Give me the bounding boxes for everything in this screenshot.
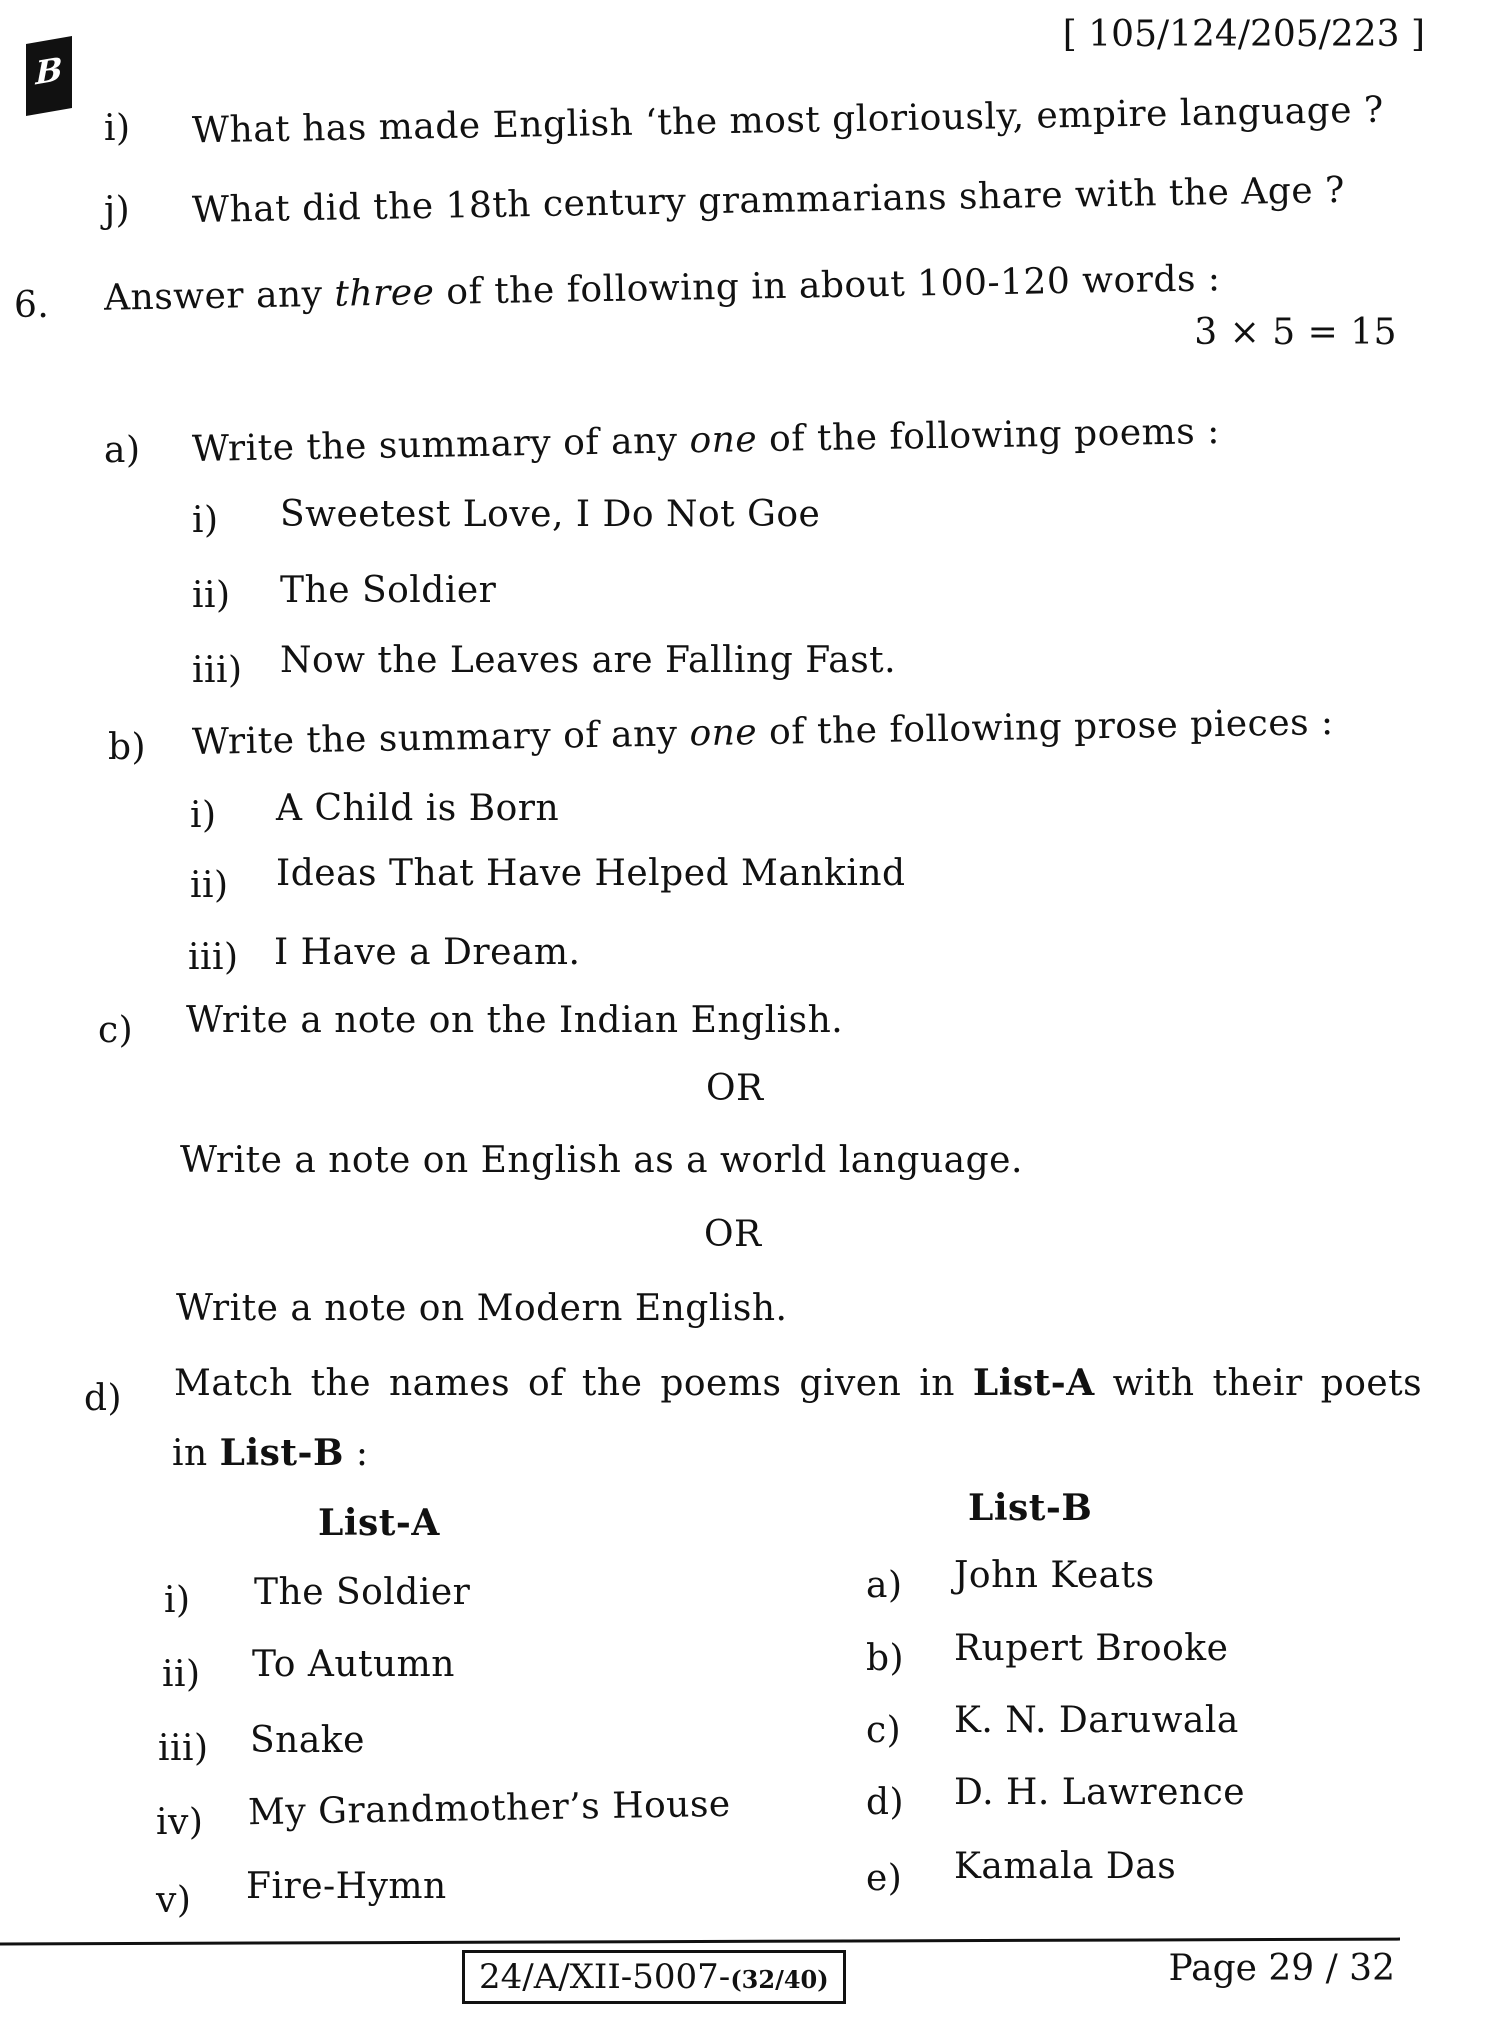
option-num: iii) (192, 650, 243, 691)
page-number: Page 29 / 32 (1168, 1948, 1395, 1989)
list-a-item: The Soldier (254, 1572, 471, 1613)
list-b-num: a) (866, 1565, 903, 1606)
sub-label: d) (84, 1378, 123, 1419)
list-b-item: John Keats (954, 1555, 1155, 1596)
list-b-item: K. N. Daruwala (954, 1700, 1239, 1741)
sub-label: b) (108, 727, 147, 768)
list-a-num: i) (164, 1580, 191, 1621)
sub-label: a) (104, 430, 141, 471)
sub-label: c) (98, 1010, 134, 1051)
footer-code: 24/A/XII-5007-(32/40) (462, 1950, 846, 2004)
option-num: iii) (188, 937, 239, 978)
list-b-item: Kamala Das (954, 1846, 1177, 1887)
question-text: What has made English ‘the most gloriously, empire language ? (191, 89, 1385, 152)
list-a-item: My Grandmother’s House (247, 1783, 732, 1834)
list-a-num: ii) (162, 1654, 201, 1695)
question-text: What did the 18th century grammarians share with the Age ? (191, 169, 1346, 232)
list-a-item: To Autumn (252, 1644, 455, 1685)
list-a-num: iii) (158, 1728, 209, 1769)
list-a-num: iv) (156, 1802, 204, 1843)
sub-question: Match the names of the poems given in List-A with their poets (174, 1362, 1423, 1404)
sub-question: Write the summary of any one of the following prose pieces : (191, 702, 1334, 763)
question-number: 6. (14, 285, 50, 326)
option-text: Write a note on the Indian English. (186, 1000, 844, 1041)
option-text: Write a note on Modern English. (176, 1288, 788, 1329)
option-num: ii) (190, 865, 229, 906)
footer-rule (0, 1938, 1400, 1946)
list-b-num: d) (866, 1782, 905, 1823)
paper-code: [ 105/124/205/223 ] (1062, 14, 1425, 55)
option-text: Ideas That Have Helped Mankind (276, 853, 906, 894)
question-instruction: Answer any three of the following in about 100-120 words : (103, 258, 1221, 319)
option-num: i) (190, 795, 217, 836)
option-text: The Soldier (280, 570, 497, 611)
option-text: I Have a Dream. (274, 932, 581, 973)
option-text: Write a note on English as a world language. (180, 1140, 1023, 1181)
item-num: i) (104, 108, 131, 149)
list-b-item: D. H. Lawrence (954, 1772, 1246, 1813)
sub-question: Write the summary of any one of the following poems : (191, 411, 1221, 470)
option-text: Now the Leaves are Falling Fast. (280, 640, 897, 681)
list-b-title: List-B (968, 1487, 1093, 1529)
item-num: j) (104, 190, 131, 231)
or-text: OR (706, 1068, 764, 1109)
list-b-item: Rupert Brooke (954, 1628, 1229, 1669)
or-text: OR (704, 1214, 762, 1255)
option-num: i) (192, 500, 219, 541)
list-b-num: e) (866, 1858, 903, 1899)
sub-question-cont: in List-B : (172, 1432, 369, 1474)
list-a-item: Snake (250, 1720, 365, 1761)
list-b-num: b) (866, 1638, 905, 1679)
option-num: ii) (192, 575, 231, 616)
option-text: Sweetest Love, I Do Not Goe (280, 494, 821, 535)
marks: 3 × 5 = 15 (1194, 312, 1397, 353)
list-a-title: List-A (318, 1502, 440, 1544)
list-a-num: v) (156, 1880, 192, 1921)
list-a-item: Fire-Hymn (246, 1866, 447, 1907)
section-badge: B (26, 36, 72, 116)
list-b-num: c) (866, 1710, 902, 1751)
option-text: A Child is Born (276, 788, 560, 829)
